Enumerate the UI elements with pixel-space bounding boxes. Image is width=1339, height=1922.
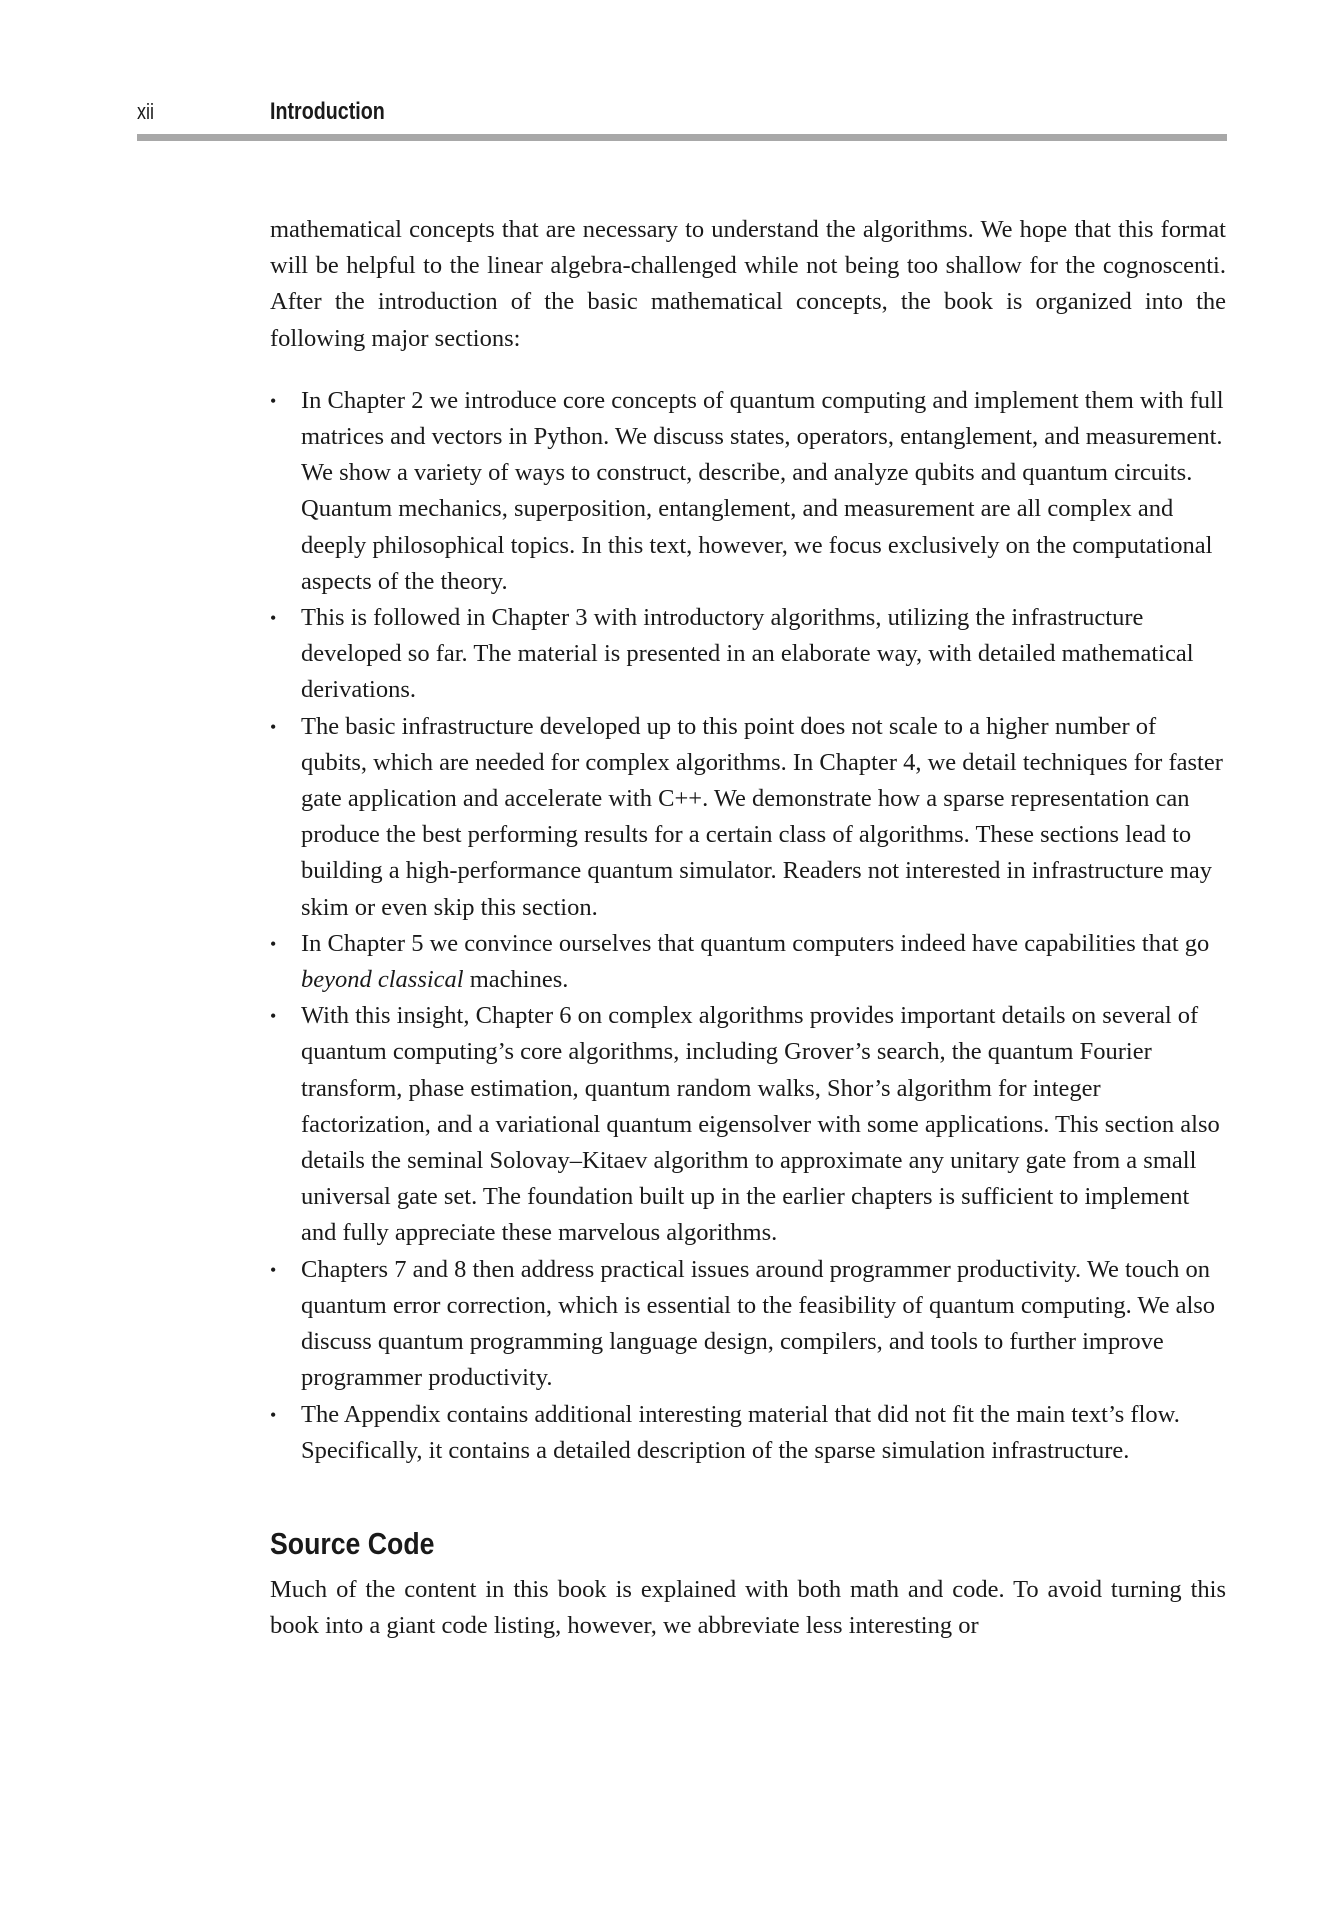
list-item-text-after: machines. (463, 966, 569, 994)
list-item-text-italic: beyond classical (301, 966, 464, 994)
list-item (270, 600, 1226, 709)
list-item-text: In Chapter 2 we introduce core concepts of quantum computing and implement them with full matrices and vectors in Python. We discuss states, operators, entanglement, and measurement. We show a variety of ways to construct, describe, and analyze qubits and quantum circuits. Quantum mechanics, superposition, entanglement, and measurement are all complex and deeply philosophical topics. In this text, however, we focus exclusively on the computational aspects of the theory. (301, 386, 1224, 595)
page-header (137, 97, 1227, 127)
list-item (270, 709, 1226, 926)
list-item-text: This is followed in Chapter 3 with introductory algorithms, utilizing the infrastructure developed so far. The material is presented in an elaborate way, with detailed mathematical derivations. (301, 604, 1194, 704)
list-item-text: Chapters 7 and 8 then address practical issues around programmer productivity. We touch on quantum error correction, which is essential to the feasibility of quantum computing. We also discuss quantum programming language design, compilers, and tools to further improve programmer productivity. (301, 1255, 1216, 1392)
list-item (270, 998, 1226, 1251)
bullet-icon: • (270, 1006, 277, 1027)
chapter-list (270, 383, 1226, 1469)
list-item-text: With this insight, Chapter 6 on complex algorithms provides important details on several of quantum computing’s core algorithms, including Grover’s search, the quantum Fourier transform, phase estimation, quantum random walks, Shor’s algorithm for integer factorization, and a variational quantum eigensolver with some applications. This section also details the seminal Solovay–Kitaev algorithm to approximate any unitary gate from a small universal gate set. The foundation built up in the earlier chapters is sufficient to implement and fully appreciate these marvelous algorithms. (301, 1002, 1220, 1247)
page-body (270, 212, 1226, 1644)
list-item-text: The basic infrastructure developed up to this point does not scale to a higher number of qubits, which are needed for complex algorithms. In Chapter 4, we detail techniques for faster gate application and accelerate with C++. We demonstrate how a sparse representation can produce the best performing results for a certain class of algorithms. These sections lead to building a high-performance quantum simulator. Readers not interested in infrastructure may skim or even skip this section. (301, 712, 1223, 921)
list-item (270, 1397, 1226, 1469)
list-item (270, 383, 1226, 600)
bullet-icon: • (270, 1259, 277, 1280)
bullet-icon: • (270, 1404, 277, 1425)
bullet-icon: • (270, 390, 277, 411)
list-item-text-before: In Chapter 5 we convince ourselves that quantum computers indeed have capabilities that go (301, 929, 1210, 957)
bullet-icon: • (270, 608, 277, 629)
bullet-icon: • (270, 716, 277, 737)
intro-paragraph: mathematical concepts that are necessary to understand the algorithms. We hope that this format will be helpful to the linear algebra-challenged while not being too shallow for the cognoscenti. After the introduction of the basic mathematical concepts, the book is organized into the following major sections: (270, 216, 1226, 352)
list-item (270, 926, 1226, 998)
list-item (270, 1252, 1226, 1397)
section-heading: Source Code (270, 1525, 435, 1561)
header-rule (137, 134, 1227, 141)
list-item-text: The Appendix contains additional interesting material that did not fit the main text’s flow. Specifically, it contains a detailed description of the sparse simulation infrastructure. (301, 1400, 1180, 1464)
running-title: Introduction (270, 98, 385, 125)
source-code-paragraph: Much of the content in this book is explained with both math and code. To avoid turning this book into a giant code listing, however, we abbreviate less interesting or (270, 1575, 1226, 1640)
bullet-icon: • (270, 933, 277, 954)
page-number: xii (137, 99, 155, 124)
